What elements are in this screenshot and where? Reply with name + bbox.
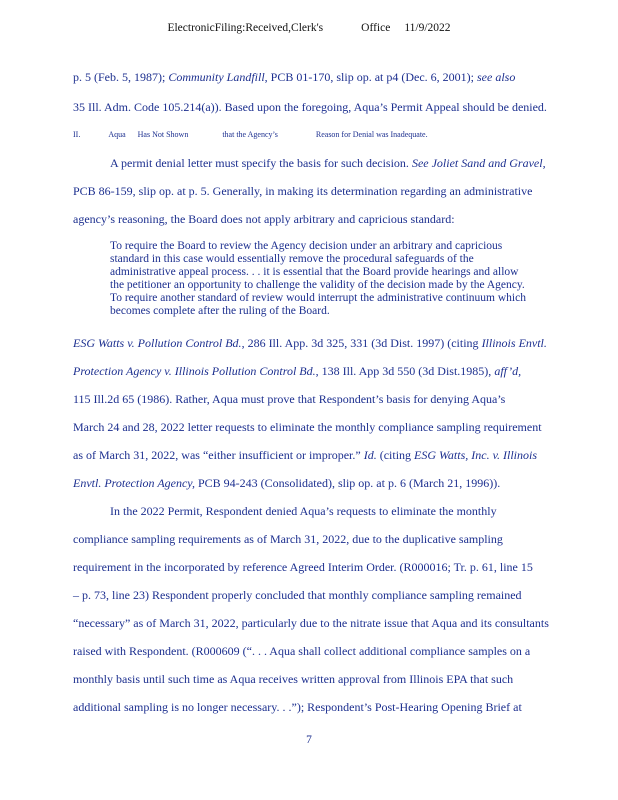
quote-line: administrative appeal process. . . it is essential that the Board provide hearings and allow bbox=[110, 266, 519, 278]
quote-line: standard in this case would essentially remove the procedural safeguards of the bbox=[110, 253, 474, 265]
case-citation: ESG Watts, Inc. v. Illinois bbox=[414, 448, 538, 462]
text-line bbox=[73, 336, 547, 350]
text-line bbox=[73, 476, 500, 490]
text-run: as of March 31, 2022, was “either insufficient or improper.” bbox=[73, 448, 361, 462]
heading-word: Reason for Denial was Inadequate. bbox=[315, 130, 428, 139]
signal-word: see also bbox=[477, 70, 516, 84]
text-line: – p. 73, line 23) Respondent properly concluded that monthly compliance sampling remained bbox=[73, 588, 522, 602]
case-citation: Id. bbox=[363, 448, 377, 462]
filing-stamp: ElectronicFiling:Received,Clerk's bbox=[167, 22, 324, 34]
case-citation: ESG Watts v. Pollution Control Bd. bbox=[73, 336, 242, 350]
page-number: 7 bbox=[306, 734, 312, 746]
text-line: PCB 86-159, slip op. at p. 5. Generally, in making its determination regarding an administrative bbox=[73, 184, 533, 198]
case-citation: Envtl. Protection Agency, bbox=[73, 476, 195, 490]
text-line bbox=[73, 70, 515, 84]
text-line bbox=[73, 364, 521, 378]
heading-word: Has Not Shown bbox=[137, 130, 189, 139]
text-line: In the 2022 Permit, Respondent denied Aqua’s requests to eliminate the monthly bbox=[110, 504, 497, 518]
quote-line: the petitioner an opportunity to challenge the validity of the decision made by the Agency. bbox=[110, 279, 525, 291]
text-line bbox=[110, 156, 546, 170]
filing-office: Office bbox=[361, 22, 391, 34]
quote-line: To require another standard of review would interrupt the administrative continuum which bbox=[110, 292, 526, 304]
text-line: 115 Ill.2d 65 (1986). Rather, Aqua must prove that Respondent’s basis for denying Aqua’s bbox=[73, 392, 506, 406]
text-run: (citing bbox=[379, 448, 412, 462]
case-citation: aff’d, bbox=[494, 364, 522, 378]
text-line: compliance sampling requirements as of March 31, 2022, due to the duplicative sampling bbox=[73, 532, 503, 546]
text-line: 35 Ill. Adm. Code 105.214(a)). Based upon the foregoing, Aqua’s Permit Appeal should be denied. bbox=[73, 100, 547, 114]
text-run: p. 5 (Feb. 5, 1987); bbox=[73, 70, 166, 84]
filing-header bbox=[0, 22, 618, 34]
section-heading bbox=[73, 130, 428, 139]
quote-line: becomes complete after the ruling of the Board. bbox=[110, 305, 330, 317]
heading-word: Aqua bbox=[108, 130, 126, 139]
text-line bbox=[73, 448, 537, 462]
block-quote bbox=[110, 240, 580, 318]
text-run: , 286 Ill. App. 3d 325, 331 (3d Dist. 1997) (citing bbox=[241, 336, 479, 350]
case-citation: Protection Agency v. Illinois Pollution Control Bd. bbox=[73, 364, 316, 378]
text-run: PCB 94-243 (Consolidated), slip op. at p. 6 (March 21, 1996)). bbox=[194, 476, 501, 490]
heading-word: that the Agency’s bbox=[222, 130, 278, 139]
text-line: requirement in the incorporated by reference Agreed Interim Order. (R000016; Tr. p. 61, line 15 bbox=[73, 560, 533, 574]
text-line: “necessary” as of March 31, 2022, particularly due to the nitrate issue that Aqua and its consultants bbox=[73, 616, 549, 630]
filing-date: 11/9/2022 bbox=[404, 22, 451, 34]
text-line: additional sampling is no longer necessary. . .”); Respondent’s Post-Hearing Opening Brief at bbox=[73, 700, 522, 714]
case-citation: Community Landfill bbox=[168, 70, 265, 84]
text-line: monthly basis until such time as Aqua receives written approval from Illinois EPA that such bbox=[73, 672, 514, 686]
section-number: II. bbox=[73, 130, 81, 139]
text-line: March 24 and 28, 2022 letter requests to eliminate the monthly compliance sampling requirement bbox=[73, 420, 542, 434]
quote-line: To require the Board to review the Agency decision under an arbitrary and capricious bbox=[110, 240, 503, 252]
text-run: , PCB 01-170, slip op. at p4 (Dec. 6, 2001); bbox=[264, 70, 474, 84]
text-run: A permit denial letter must specify the basis for such decision. bbox=[110, 156, 409, 170]
case-citation: Illinois Envtl. bbox=[481, 336, 547, 350]
text-line: raised with Respondent. (R000609 (“. . . Aqua shall collect additional compliance samples on a bbox=[73, 644, 531, 658]
text-line: agency’s reasoning, the Board does not apply arbitrary and capricious standard: bbox=[73, 212, 455, 226]
case-citation: See Joliet Sand and Gravel, bbox=[411, 156, 546, 170]
text-run: , 138 Ill. App 3d 550 (3d Dist.1985), bbox=[315, 364, 492, 378]
